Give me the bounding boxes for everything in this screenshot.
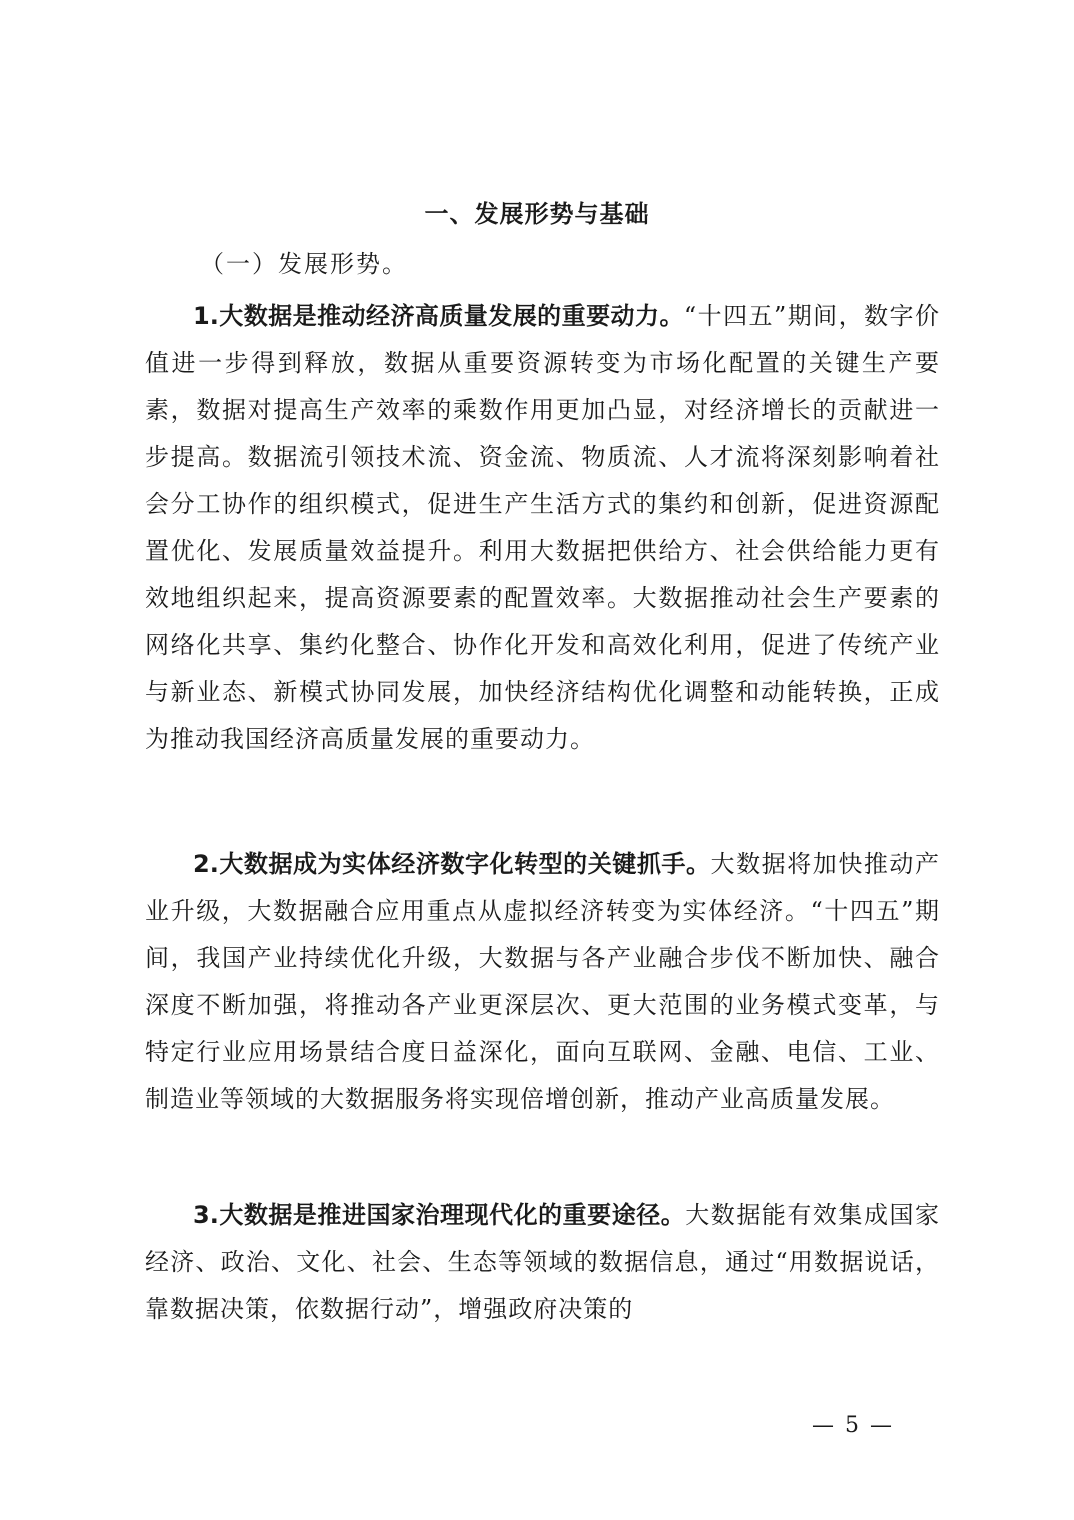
section-title: 一、发展形势与基础 xyxy=(424,200,650,228)
paragraph-1-body: “十四五”期间，数字价值进一步得到释放，数据从重要资源转变为市场化配置的关键生产要素，数据对提高生产效率的乘数作用更加凸显，对经济增长的贡献进一步提高。数据流引领技术流、资金流、物质流、人才流将深刻影响着社会分工协作的组织模式，促进生产生活方式的集约和创新，促进资源配置优化、发展质量效益提升。利用大数据把供给方、社会供给能力更有效地组织起来，提高资源要素的配置效率。大数据推动社会生产要素的网络化共享、集约化整合、协作化开发和高效化利用，促进了传统产业与新业态、新模式协同发展，加快经济结构优化调整和动能转换，正成为推动我国经济高质量发展的重要动力。 xyxy=(145,302,940,753)
paragraph-2-lead: 2.大数据成为实体经济数字化转型的关键抓手。 xyxy=(193,850,711,878)
paragraph-1-lead: 1.大数据是推动经济高质量发展的重要动力。 xyxy=(193,302,684,330)
paragraph-2-body: 大数据将加快推动产业升级，大数据融合应用重点从虚拟经济转变为实体经济。“十四五”期间，我国产业持续优化升级，大数据与各产业融合步伐不断加快、融合深度不断加强，将推动各产业更深层次、更大范围的业务模式变革，与特定行业应用场景结合度日益深化，面向互联网、金融、电信、工业、制造业等领域的大数据服务将实现倍增创新，推动产业高质量发展。 xyxy=(145,850,940,1113)
paragraph-2 xyxy=(145,841,940,1123)
paragraph-1 xyxy=(145,293,940,763)
paragraph-3 xyxy=(145,1192,940,1333)
paragraph-3-lead: 3.大数据是推进国家治理现代化的重要途径。 xyxy=(193,1201,686,1229)
paragraph-3-body: 大数据能有效集成国家经济、政治、文化、社会、生态等领域的数据信息，通过“用数据说话，靠数据决策，依数据行动”，增强政府决策的 xyxy=(145,1201,940,1323)
page-number: — 5 — xyxy=(812,1413,894,1438)
subsection-title: （一）发展形势。 xyxy=(200,250,408,278)
